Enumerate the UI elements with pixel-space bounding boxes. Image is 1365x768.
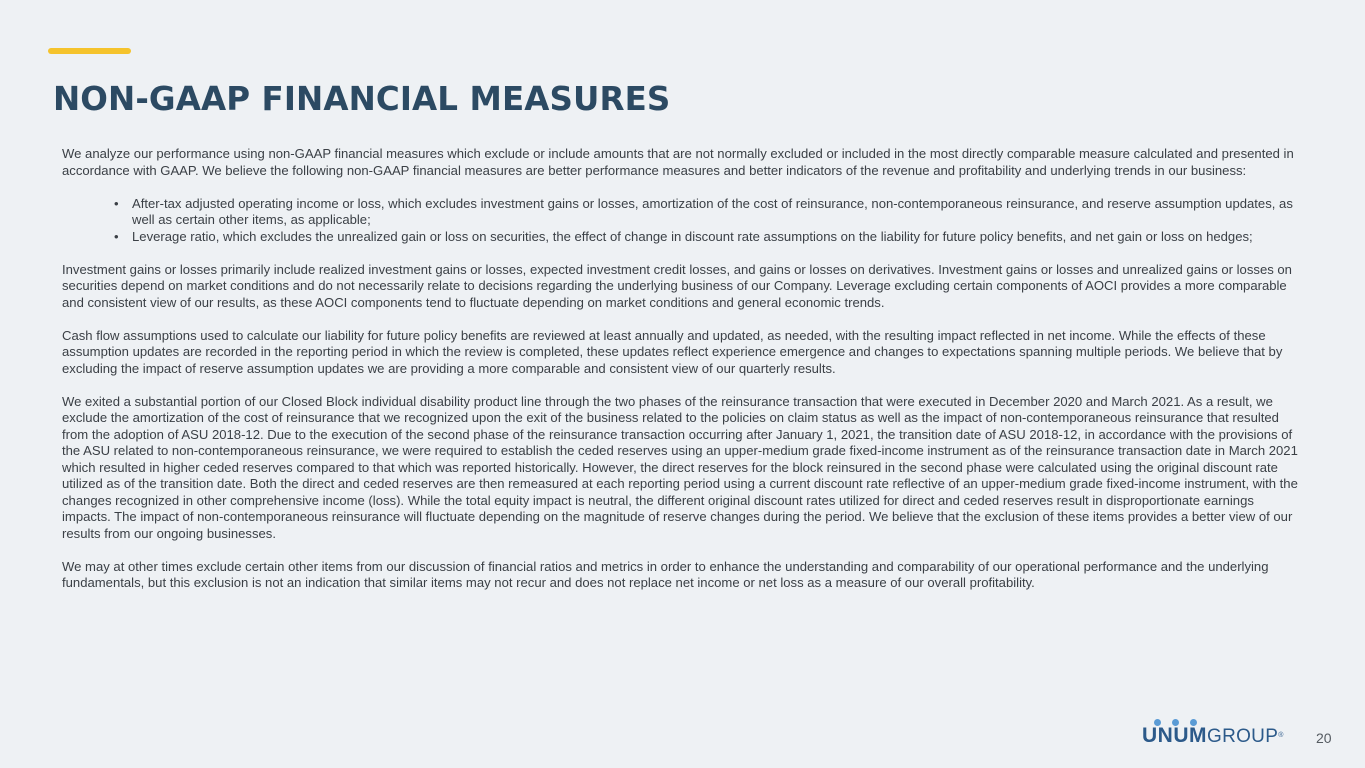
list-item: • Leverage ratio, which excludes the unrealized gain or loss on securities, the effect of change in discount rate assumptions on the liability for future policy benefits, and net gain or loss on hedges; [132,229,1302,246]
investment-gains-paragraph: Investment gains or losses primarily include realized investment gains or losses, expected investment credit losses, and gains or losses on derivatives. Investment gains or losses and unrealized gains or losses on securities depend on market conditions and do not necessarily relate to decisions regarding the underlying business of our Company. Leverage excluding certain components of AOCI provides a more comparable and consistent view of our results, as these AOCI components tend to fluctuate depending on market conditions and general economic trends. [62,261,1292,310]
measures-list [62,196,1302,246]
logo-registered: ® [1278,732,1284,739]
title-accent-bar [48,48,131,54]
body-content [62,146,1302,608]
logo-brand: UNUM [1142,724,1207,747]
closed-block-paragraph: We exited a substantial portion of our Closed Block individual disability product line through the two phases of the reinsurance transaction that were executed in December 2020 and March 2021. As a result, we exclude the amortization of the cost of reinsurance that we recognized upon the exit of the business related to the policies on claim status as well as the impact of non-contemporaneous reinsurance that resulted from the adoption of ASU 2018-12. Due to the execution of the second phase of the reinsurance transaction occurring after January 1, 2021, the transition date of ASU 2018-12, in accordance with the provisions of the ASU related to non-contemporaneous reinsurance, we were required to establish the ceded reserves using an upper-medium grade fixed-income instrument as of the reinsurance transaction date in March 2021 which resulted in higher ceded reserves compared to that which was reported historically. However, the direct reserves for the block reinsured in the second phase were calculated using the original discount rate utilized as of the transition date. Both the direct and ceded reserves are then remeasured at each reporting period using a current discount rate reflective of an upper-medium grade fixed-income instrument, with the changes recognized in other comprehensive income (loss). While the total equity impact is neutral, the different original discount rates utilized for direct and ceded reserves result in disproportionate earnings impacts. The impact of non-contemporaneous reinsurance will fluctuate depending on the magnitude of reserve changes during the period. We believe that the exclusion of these items provides a better view of our results from our ongoing businesses. [62,393,1298,541]
unum-group-logo [1142,719,1287,747]
cash-flow-paragraph: Cash flow assumptions used to calculate our liability for future policy benefits are reviewed at least annually and updated, as needed, with the resulting impact reflected in net income. While the effects of these assumption updates are recorded in the reporting period in which the review is completed, these updates reflect experience emergence and changes to expectations spanning multiple periods. We believe that by excluding the impact of reserve assumption updates we are providing a more comparable and consistent view of our quarterly results. [62,327,1283,376]
other-items-paragraph: We may at other times exclude certain other items from our discussion of financial ratios and metrics in order to enhance the understanding and comparability of our operational performance and the underlying fundamentals, but this exclusion is not an indication that similar items may not recur and does not replace net income or net loss as a measure of our overall profitability. [62,558,1269,590]
page-title: NON-GAAP FINANCIAL MEASURES [53,80,671,118]
logo-wordmark [1142,726,1283,748]
page-number: 20 [1316,730,1332,746]
intro-paragraph: We analyze our performance using non-GAAP financial measures which exclude or include amounts that are not normally excluded or included in the most directly comparable measure calculated and presented in accordance with GAAP. We believe the following non-GAAP financial measures are better performance measures and better indicators of the revenue and profitability and underlying trends in our business: [62,146,1294,178]
logo-suffix: GROUP [1207,726,1279,747]
list-item: • After-tax adjusted operating income or loss, which excludes investment gains or losses, amortization of the cost of reinsurance, non-contemporaneous reinsurance, and reserve assumption updates, as well as certain other items, as applicable; [132,196,1302,229]
